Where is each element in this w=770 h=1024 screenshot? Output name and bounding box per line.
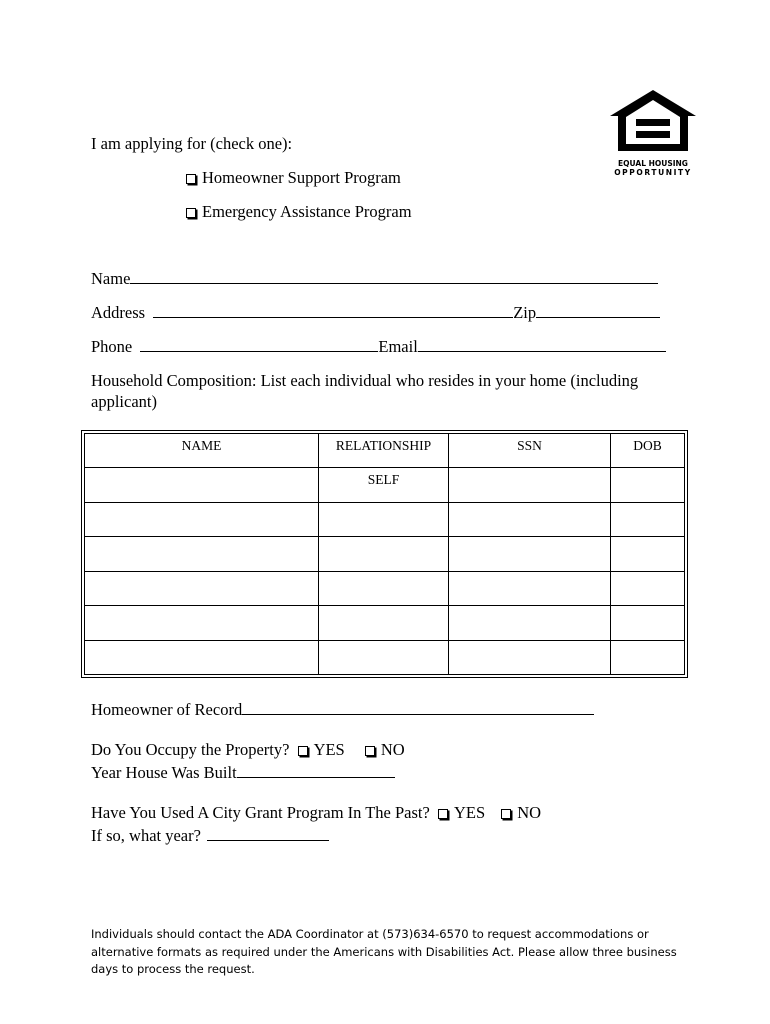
zip-field[interactable] xyxy=(536,302,660,318)
ada-notice: Individuals should contact the ADA Coordinator at (573)634-6570 to request accommodations or alternative formats as required under the Americans with Disabilities Act. Please allow three business days to process the request. xyxy=(91,927,677,976)
table-row xyxy=(85,571,685,605)
name-label: Name xyxy=(91,269,131,288)
cell-name[interactable] xyxy=(85,606,319,640)
logo-line-2: OPPORTUNITY xyxy=(614,168,692,177)
year-built-field[interactable] xyxy=(237,762,395,778)
cell-dob[interactable] xyxy=(611,606,685,640)
cell-name[interactable] xyxy=(85,537,319,571)
table-header-row xyxy=(85,434,685,468)
checkbox-grant-yes[interactable] xyxy=(438,809,448,819)
checkbox-occupy-yes[interactable] xyxy=(298,746,308,756)
grant-year-row xyxy=(91,825,329,846)
address-label: Address xyxy=(91,303,146,322)
zip-label: Zip xyxy=(513,303,537,322)
cell-relationship[interactable]: SELF xyxy=(319,468,449,502)
email-field[interactable] xyxy=(418,336,666,352)
grant-year-label: If so, what year? xyxy=(91,826,201,845)
option-homeowner-support[interactable]: Homeowner Support Program xyxy=(186,168,401,188)
cell-relationship[interactable] xyxy=(319,571,449,605)
cell-ssn[interactable] xyxy=(449,571,611,605)
checkbox-homeowner-support[interactable] xyxy=(186,174,196,184)
equal-housing-logo xyxy=(608,88,698,177)
occupy-no-option[interactable]: NO xyxy=(365,740,405,759)
grant-question: Have You Used A City Grant Program In The Past? xyxy=(91,803,430,822)
house-icon xyxy=(608,88,698,154)
occupy-row xyxy=(91,740,405,760)
header-relationship: RELATIONSHIP xyxy=(319,434,449,468)
address-row xyxy=(91,302,660,323)
cell-ssn[interactable] xyxy=(449,502,611,536)
option-emergency-assistance[interactable]: Emergency Assistance Program xyxy=(186,202,412,222)
cell-relationship[interactable] xyxy=(319,640,449,674)
phone-label: Phone xyxy=(91,337,133,356)
cell-name[interactable] xyxy=(85,468,319,502)
year-built-label: Year House Was Built xyxy=(91,763,237,782)
grant-yes-option[interactable]: YES xyxy=(438,803,485,822)
cell-dob[interactable] xyxy=(611,537,685,571)
homeowner-record-label: Homeowner of Record xyxy=(91,700,243,719)
header-dob: DOB xyxy=(611,434,685,468)
household-instructions: Household Composition: List each individual who resides in your home (including applicant) xyxy=(91,371,639,411)
table-row xyxy=(85,606,685,640)
phone-field[interactable] xyxy=(140,336,378,352)
cell-name[interactable] xyxy=(85,571,319,605)
cell-ssn[interactable] xyxy=(449,640,611,674)
table-row xyxy=(85,468,685,502)
cell-relationship[interactable] xyxy=(319,606,449,640)
checkbox-occupy-no[interactable] xyxy=(365,746,375,756)
cell-ssn[interactable] xyxy=(449,468,611,502)
header-name: NAME xyxy=(85,434,319,468)
cell-dob[interactable] xyxy=(611,502,685,536)
checkbox-emergency-assistance[interactable] xyxy=(186,208,196,218)
year-built-row xyxy=(91,762,395,783)
cell-dob[interactable] xyxy=(611,468,685,502)
name-row xyxy=(91,268,658,289)
checkbox-grant-no[interactable] xyxy=(501,809,511,819)
table-row xyxy=(85,537,685,571)
phone-row xyxy=(91,336,666,357)
cell-name[interactable] xyxy=(85,502,319,536)
cell-relationship[interactable] xyxy=(319,537,449,571)
cell-ssn[interactable] xyxy=(449,537,611,571)
grant-no-option[interactable]: NO xyxy=(501,803,541,822)
table-row xyxy=(85,640,685,674)
occupy-yes-option[interactable]: YES xyxy=(298,740,345,759)
household-table xyxy=(81,430,688,678)
logo-line-1: EQUAL HOUSING xyxy=(618,159,688,168)
cell-ssn[interactable] xyxy=(449,606,611,640)
occupy-question: Do You Occupy the Property? xyxy=(91,740,290,759)
cell-name[interactable] xyxy=(85,640,319,674)
homeowner-record-row xyxy=(91,699,594,720)
cell-relationship[interactable] xyxy=(319,502,449,536)
cell-dob[interactable] xyxy=(611,640,685,674)
table-row xyxy=(85,502,685,536)
grant-row xyxy=(91,803,541,823)
cell-dob[interactable] xyxy=(611,571,685,605)
header-ssn: SSN xyxy=(449,434,611,468)
address-field[interactable] xyxy=(153,302,513,318)
homeowner-record-field[interactable] xyxy=(242,699,594,715)
applying-prompt: I am applying for (check one): xyxy=(91,134,293,153)
email-label: Email xyxy=(378,337,418,356)
name-field[interactable] xyxy=(130,268,658,284)
grant-year-field[interactable] xyxy=(207,825,329,841)
